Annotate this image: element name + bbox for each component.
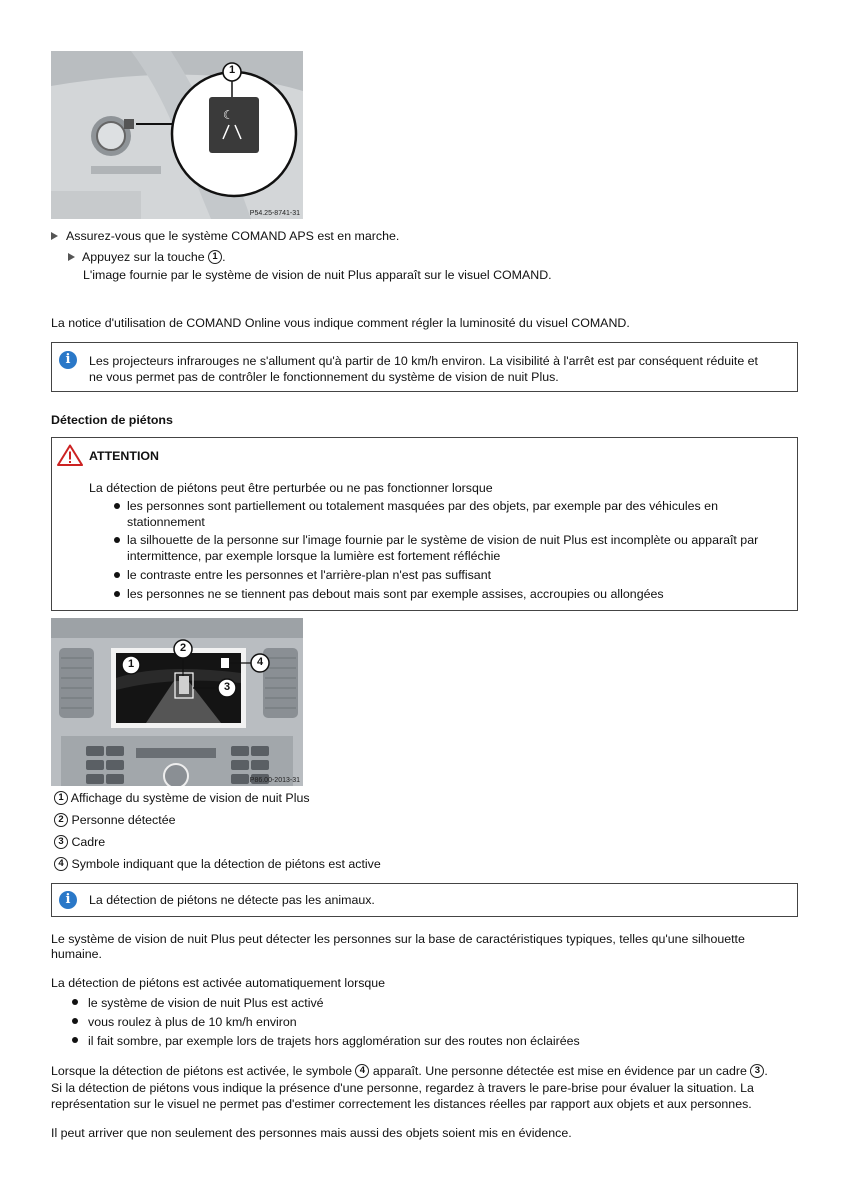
step-2-result: L'image fournie par le système de vision de nuit Plus apparaît sur le visuel COMAND. — [83, 268, 552, 282]
bullet-icon — [114, 503, 120, 509]
warning-intro: La détection de piétons peut être perturbée ou ne pas fonctionner lorsque — [89, 481, 493, 495]
note-1-line-1: Les projecteurs infrarouges ne s'allument qu'à partir de 10 km/h environ. La visibilité à l'arrêt est par conséquent réduite et — [89, 354, 758, 368]
comand-display-illustration — [51, 618, 303, 786]
paragraph-luminosite: La notice d'utilisation de COMAND Online vous indique comment régler la luminosité du visuel COMAND. — [51, 316, 630, 330]
legend-number: 2 — [54, 813, 68, 827]
condition-3: il fait sombre, par exemple lors de trajets hors agglomération sur des routes non éclairées — [88, 1034, 580, 1048]
symbole-text-c: . — [764, 1064, 768, 1078]
callout-2: 2 — [179, 642, 187, 654]
step-1 — [51, 228, 399, 244]
paragraph-symbole-l3: représentation sur le visuel ne permet pas d'estimer correctement les distances réelles par rapport aux objets et aux personnes. — [51, 1097, 752, 1111]
legend-text: Personne détectée — [71, 813, 176, 827]
svg-text:☾: ☾ — [223, 108, 234, 122]
warning-triangle-icon — [57, 444, 83, 466]
paragraph-activee: La détection de piétons est activée automatiquement lorsque — [51, 976, 386, 990]
paragraph-silhouette-l2: humaine. — [51, 947, 102, 961]
paragraph-silhouette-l1: Le système de vision de nuit Plus peut détecter les personnes sur la base de caractéristiques typiques, telles qu'une silhouette — [51, 932, 745, 946]
step-1-text: Assurez-vous que le système COMAND APS est en marche. — [66, 229, 400, 243]
symbole-text-a: Lorsque la détection de piétons est activée, le symbole — [51, 1064, 352, 1078]
callout-1: 1 — [127, 658, 135, 670]
legend-text: Cadre — [71, 835, 106, 849]
bullet-icon — [72, 1037, 78, 1043]
info-note-2 — [51, 883, 798, 917]
bullet-icon — [114, 591, 120, 597]
paragraph-symbole-l2: Si la détection de piétons vous indique la présence d'une personne, regardez à travers le pare-brise pour évaluer la situation. La — [51, 1081, 754, 1095]
image-caption: P54.25-8741-31 — [249, 210, 300, 217]
callout-1: 1 — [228, 64, 236, 76]
legend-text: Symbole indiquant que la détection de piétons est active — [71, 857, 381, 871]
comand-display-photo — [51, 618, 303, 786]
bullet-icon — [114, 537, 120, 543]
legend-text: Affichage du système de vision de nuit Plus — [70, 791, 310, 805]
callout-4: 4 — [256, 656, 264, 668]
callout-3: 3 — [223, 681, 231, 693]
image-caption: P86.00-2013-31 — [249, 777, 300, 784]
note-1-line-2: ne vous permet pas de contrôler le fonctionnement du système de vision de nuit Plus. — [89, 370, 559, 384]
warning-item-2-l1: la silhouette de la personne sur l'image fournie par le système de vision de nuit Plus est incomplète ou apparaît par — [127, 533, 759, 547]
warning-item-3: le contraste entre les personnes et l'arrière-plan n'est pas suffisant — [127, 568, 492, 582]
callout-1-ref: 1 — [208, 250, 222, 264]
warning-title: ATTENTION — [89, 449, 159, 463]
condition-1: le système de vision de nuit Plus est activé — [88, 996, 324, 1010]
warning-box — [51, 437, 798, 611]
symbole-text-b: apparaît. Une personne détectée est mise en évidence par un cadre — [372, 1064, 747, 1078]
arrow-right-icon — [68, 253, 75, 261]
info-icon: i — [59, 891, 77, 909]
info-note-1 — [51, 342, 798, 392]
section-title: Détection de piétons — [51, 413, 173, 427]
warning-item-4: les personnes ne se tiennent pas debout mais sont par exemple assises, accroupies ou allongées — [127, 587, 664, 601]
bullet-icon — [114, 572, 120, 578]
bullet-icon — [72, 1018, 78, 1024]
step-2-text: Appuyez sur la touche — [82, 250, 205, 264]
callout-4-ref: 4 — [355, 1064, 369, 1078]
paragraph-symbole-l1 — [51, 1063, 768, 1079]
step-2-punct: . — [222, 250, 226, 264]
legend-item-4 — [54, 856, 381, 872]
step-2 — [68, 249, 226, 265]
legend-item-3 — [54, 834, 105, 850]
info-icon: i — [59, 351, 77, 369]
note-2-text: La détection de piétons ne détecte pas les animaux. — [89, 893, 375, 907]
legend-item-2 — [54, 812, 175, 828]
arrow-right-icon — [51, 232, 58, 240]
paragraph-final: Il peut arriver que non seulement des personnes mais aussi des objets soient mis en évidence. — [51, 1126, 572, 1140]
warning-item-2-l2: intermittence, par exemple lorsque la lumière est fortement réfléchie — [127, 549, 501, 563]
legend-number: 3 — [54, 835, 68, 849]
warning-item-1-l2: stationnement — [127, 515, 205, 529]
legend-item-1 — [54, 790, 310, 806]
legend-number: 4 — [54, 857, 68, 871]
condition-2: vous roulez à plus de 10 km/h environ — [88, 1015, 297, 1029]
bullet-icon — [72, 999, 78, 1005]
callout-3-ref: 3 — [750, 1064, 764, 1078]
legend-number: 1 — [54, 791, 68, 805]
night-view-button-illustration — [51, 51, 303, 219]
night-view-button-photo — [51, 51, 303, 219]
warning-item-1-l1: les personnes sont partiellement ou totalement masquées par des objets, par exemple par des véhicules en — [127, 499, 718, 513]
